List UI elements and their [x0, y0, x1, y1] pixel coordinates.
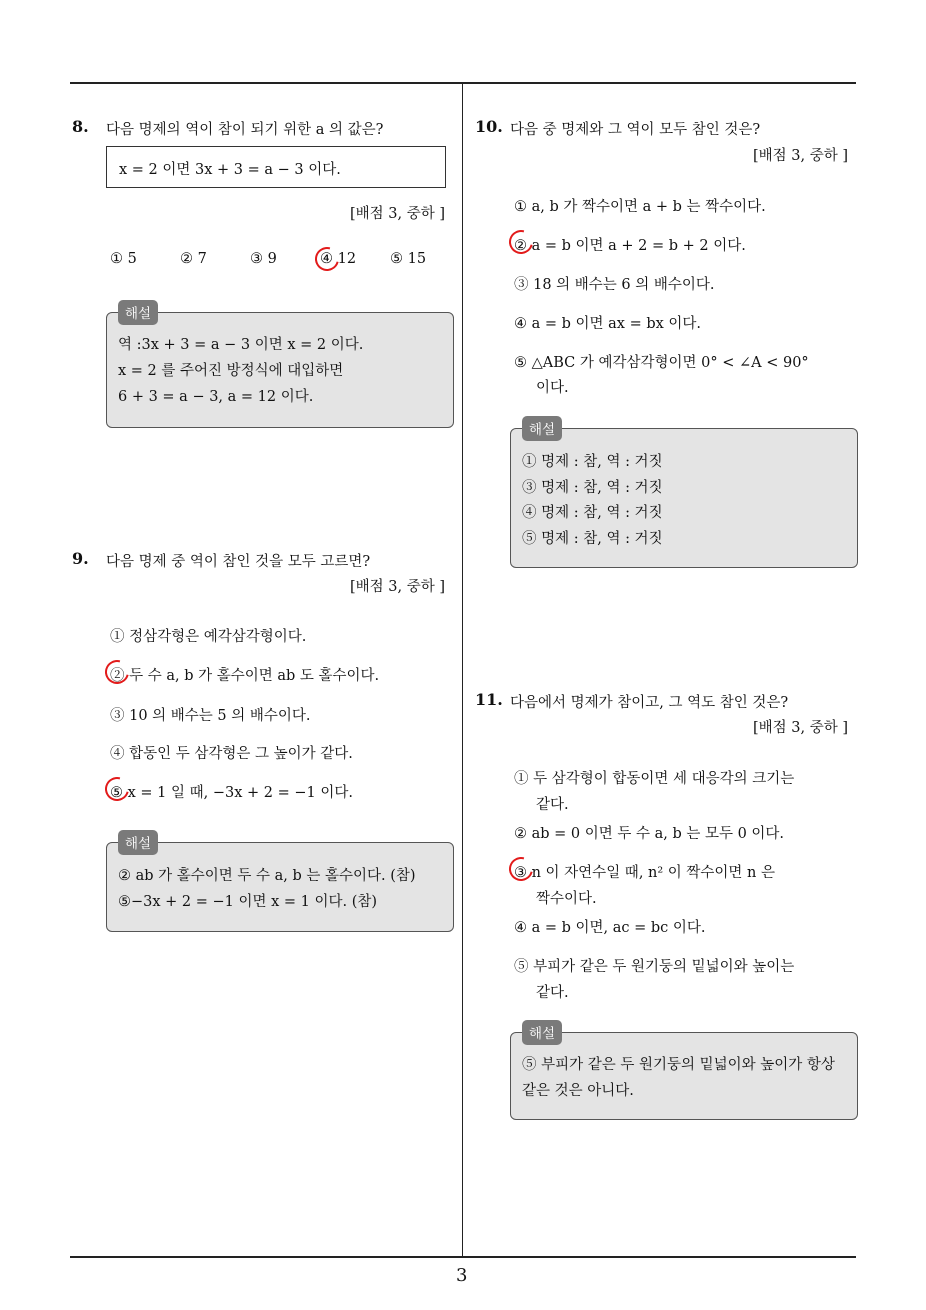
question-10-option-3[interactable]: ③ 18 의 배수는 6 의 배수이다.: [514, 277, 715, 293]
question-11-option-5-cont: 같다.: [536, 985, 569, 1001]
question-11-option-5[interactable]: ⑤ 부피가 같은 두 원기둥의 밑넓이와 높이는: [514, 959, 795, 975]
question-8-statement-box: [106, 146, 446, 188]
question-11-option-4[interactable]: ④ a = b 이면, ac = bc 이다.: [514, 920, 706, 936]
question-11-solution-tag: 해설: [522, 1020, 562, 1045]
column-divider: [462, 82, 463, 1257]
question-8-statement: x = 2 이면 3x + 3 = a − 3 이다.: [119, 162, 341, 178]
question-11-option-1-cont: 같다.: [536, 797, 569, 813]
question-10-option-5-cont: 이다.: [536, 380, 569, 396]
question-9-solution-line-1: ② ab 가 홀수이면 두 수 a, b 는 홀수이다. (참): [118, 868, 416, 884]
question-9-option-4[interactable]: ④ 합동인 두 삼각형은 그 높이가 같다.: [110, 746, 353, 762]
question-11-option-2[interactable]: ② ab = 0 이면 두 수 a, b 는 모두 0 이다.: [514, 826, 785, 842]
question-8-option-5[interactable]: ⑤ 15: [390, 251, 427, 267]
question-8-score: [배점 3, 중하 ]: [350, 206, 446, 222]
question-10-score: [배점 3, 중하 ]: [753, 148, 849, 164]
page-number: 3: [456, 1265, 468, 1286]
question-8-option-3[interactable]: ③ 9: [250, 251, 277, 267]
question-9-number: 9.: [72, 549, 89, 568]
question-9-option-1[interactable]: ① 정삼각형은 예각삼각형이다.: [110, 629, 307, 645]
question-8-solution-tag: 해설: [118, 300, 158, 325]
question-9-solution-line-2: ⑤−3x + 2 = −1 이면 x = 1 이다. (참): [118, 894, 378, 910]
question-9-text: 다음 명제 중 역이 참인 것을 모두 고르면?: [106, 554, 371, 570]
question-8-solution-line-1: 역 :3x + 3 = a − 3 이면 x = 2 이다.: [118, 337, 364, 353]
question-9-score: [배점 3, 중하 ]: [350, 579, 446, 595]
question-10-option-4[interactable]: ④ a = b 이면 ax = bx 이다.: [514, 316, 702, 332]
question-8-solution-line-2: x = 2 를 주어진 방정식에 대입하면: [118, 363, 344, 379]
question-11-solution-box: [510, 1032, 858, 1120]
question-10-option-5[interactable]: ⑤ △ABC 가 예각삼각형이면 0° < ∠A < 90°: [514, 355, 809, 371]
question-9-option-3[interactable]: ③ 10 의 배수는 5 의 배수이다.: [110, 708, 311, 724]
question-8-option-2[interactable]: ② 7: [180, 251, 207, 267]
question-10-option-1[interactable]: ① a, b 가 짝수이면 a + b 는 짝수이다.: [514, 199, 766, 215]
question-11-option-3-cont: 짝수이다.: [536, 891, 597, 907]
question-8-number: 8.: [72, 117, 89, 136]
question-8-solution-line-3: 6 + 3 = a − 3, a = 12 이다.: [118, 389, 314, 405]
question-8-text: 다음 명제의 역이 참이 되기 위한 a 의 값은?: [106, 122, 384, 138]
bottom-rule: [70, 1256, 856, 1258]
question-10-solution-line-3: ④ 명제 : 참, 역 : 거짓: [522, 505, 663, 521]
question-10-number: 10.: [475, 117, 503, 136]
question-11-option-3[interactable]: ③ n 이 자연수일 때, n² 이 짝수이면 n 은: [514, 865, 776, 881]
question-11-text: 다음에서 명제가 참이고, 그 역도 참인 것은?: [510, 695, 789, 711]
question-9-solution-box: [106, 842, 454, 932]
question-11-option-1[interactable]: ① 두 삼각형이 합동이면 세 대응각의 크기는: [514, 771, 795, 787]
question-9-solution-tag: 해설: [118, 830, 158, 855]
question-8-option-4[interactable]: ④ 12: [320, 251, 357, 267]
answer-mark-icon: [311, 243, 344, 276]
question-10-text: 다음 중 명제와 그 역이 모두 참인 것은?: [510, 122, 761, 138]
question-10-solution-line-1: ① 명제 : 참, 역 : 거짓: [522, 454, 663, 470]
question-11-score: [배점 3, 중하 ]: [753, 720, 849, 736]
question-8-option-1[interactable]: ① 5: [110, 251, 137, 267]
question-9-option-5[interactable]: ⑤ x = 1 일 때, −3x + 2 = −1 이다.: [110, 785, 353, 801]
question-11-solution-line-1: ⑤ 부피가 같은 두 원기둥의 밑넓이와 높이가 항상: [522, 1057, 835, 1073]
question-10-solution-line-4: ⑤ 명제 : 참, 역 : 거짓: [522, 531, 663, 547]
question-11-solution-line-2: 같은 것은 아니다.: [522, 1083, 634, 1099]
question-10-option-2[interactable]: ② a = b 이면 a + 2 = b + 2 이다.: [514, 238, 746, 254]
question-10-solution-line-2: ③ 명제 : 참, 역 : 거짓: [522, 480, 663, 496]
question-10-solution-tag: 해설: [522, 416, 562, 441]
question-9-option-2[interactable]: ② 두 수 a, b 가 홀수이면 ab 도 홀수이다.: [110, 668, 380, 684]
question-11-number: 11.: [475, 690, 503, 709]
